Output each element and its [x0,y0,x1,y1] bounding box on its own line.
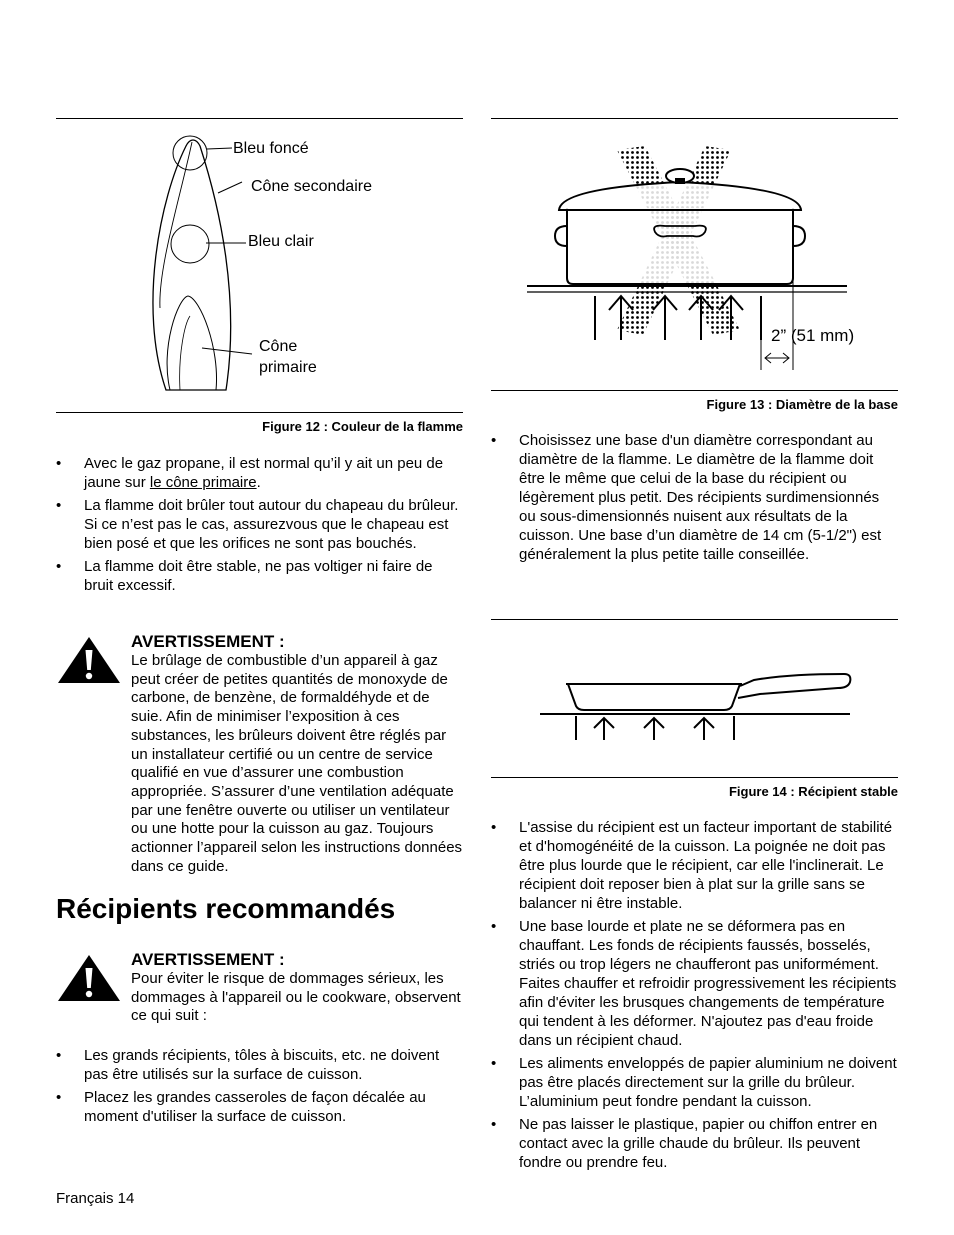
fig13-caption: Figure 13 : Diamètre de la base [706,397,898,412]
bullet-text-end: . [256,474,261,491]
fig13-top-rule [491,118,898,119]
bullet-text: Les aliments enveloppés de papier aluminium ne doivent pas être placés directement sur la grille du brûleur. L’aluminium peut fondre pendant la cuisson. [519,1055,897,1110]
list-item: • L'assise du récipient est un facteur important de stabilité et d'homogénéité de la cuisson. La poignée ne doit pas être plus lourde que le récipient, car elle l'inclinerait. Le récipient doit reposer bien à plat sur la grille sans se balancer ni être instable. [491,819,893,912]
right-bullet-list-2 [491,818,897,1176]
cone-primaire-link[interactable]: le cône primaire [149,474,257,491]
warning-1 [131,632,463,876]
list-item: • Placez les grandes casseroles de façon décalée au moment d'utiliser la surface de cuisson. [56,1089,426,1125]
warning-2-title: AVERTISSEMENT : [131,950,285,969]
warning-triangle-icon [57,636,121,684]
left-bullet-list-2 [56,1046,461,1130]
bullet-text: Les grands récipients, tôles à biscuits, etc. ne doivent pas être utilisés sur la surface de cuisson. [84,1047,440,1083]
section-title: Récipients recommandés [56,893,396,924]
fig12-top-rule [56,118,463,119]
bullet-text: Ne pas laisser le plastique, papier ou chiffon entrer en contact avec la grille chaude du brûleur. Ils peuvent fondre ou prendre feu. [519,1116,878,1171]
label-cone-primaire-2: primaire [259,359,317,376]
left-bullet-list [56,454,461,599]
warning-2-body: Pour éviter le risque de dommages sérieux, les dommages à l'appareil ou le cookware, observent ce qui suit : [131,970,461,1025]
right-bullet-list-1 [491,431,897,568]
list-item: • Les grands récipients, tôles à biscuits, etc. ne doivent pas être utilisés sur la surface de cuisson. [56,1047,440,1083]
bullet-text: L'assise du récipient est un facteur important de stabilité et d'homogénéité de la cuisson. La poignée ne doit pas être plus lourde que le récipient, car elle l'inclinerait. Le récipient doit reposer bien à plat sur la grille sans se balancer ni être instable. [519,819,893,912]
bullet-text: Placez les grandes casseroles de façon décalée au moment d'utiliser la surface de cuisson. [84,1089,426,1125]
stable-pan-diagram [538,668,854,742]
bullet-text: Avec le gaz propane, il est normal qu’il y ait un peu de jaune sur [84,455,444,491]
list-item: • Choisissez une base d'un diamètre correspondant au diamètre de la flamme. Le diamètre de la flamme doit être le même que celui de la base du récipient ou légèrement plus petit. Des récipients surdimensionnés ou sous-dimensionnés nuisent aux résultats de la cuisson. Une base d’un diamètre de 14 cm (5-1/2") est généralement la plus petite taille conseillée. [491,432,882,563]
list-item: • Les aliments enveloppés de papier aluminium ne doivent pas être placés directement sur la grille du brûleur. L’aluminium peut fondre pendant la cuisson. [491,1055,897,1110]
warning-triangle-icon [57,954,121,1002]
page-footer: Français 14 [56,1190,135,1207]
label-cone-primaire-1: Cône [259,338,298,355]
bullet-text: Une base lourde et plate ne se déformera pas en chauffant. Les fonds de récipients faussés, bosselés, striés ou trop légers ne chaufferont pas uniformément. Faites chauffer et refroidir progressivement les récipients afin d'éviter les brusques changements de température qui tendent à les déformer. N'ajoutez pas d'eau froide dans un récipient chaud. [519,918,897,1049]
fig12-bottom-rule [56,412,463,413]
label-bleu-clair: Bleu clair [248,233,314,250]
bullet-text: La flamme doit brûler tout autour du chapeau du brûleur. Si ce n’est pas le cas, assurezvous que le chapeau est bien posé et que les orifices ne sont pas bouchés. [84,497,459,552]
list-item: • Une base lourde et plate ne se déformera pas en chauffant. Les fonds de récipients faussés, bosselés, striés ou trop légers ne chaufferont pas uniformément. Faites chauffer et refroidir progressivement les récipients afin d'éviter les brusques changements de température qui tendent à les déformer. N'ajoutez pas d'eau froide dans un récipient chaud. [491,918,897,1049]
warning-1-body: Le brûlage de combustible d’un appareil à gaz peut créer de petites quantités de monoxyde de carbone, de benzène, de formaldéhyde et de suie. Afin de minimiser l’exposition à ces substances, les brûleurs doivent être réglés par un installateur certifié ou un centre de service qualifié en vue d’assurer une combustion appropriée. S’assurer d’une ventilation adéquate par une fenêtre ouverte ou utiliser un ventilateur ou une hotte pour la cuisson au gaz. Toujours actionner l’appareil selon les instructions données dans ce guide. [131,652,463,875]
bullet-text: La flamme doit être stable, ne pas voltiger ni faire de bruit excessif. [84,558,433,594]
fig12-caption: Figure 12 : Couleur de la flamme [262,419,463,434]
fig14-top-rule [491,619,898,620]
measure-label: 2” (51 mm) [771,326,855,345]
label-cone-secondaire: Cône secondaire [251,178,372,195]
list-item: • Avec le gaz propane, il est normal qu’il y ait un peu de jaune sur le cône primaire. [56,455,444,491]
flame-callout-lines [190,140,265,365]
fig14-caption: Figure 14 : Récipient stable [728,784,898,799]
fig13-bottom-rule [491,390,898,391]
fig14-bottom-rule [491,777,898,778]
label-bleu-fonce: Bleu foncé [233,140,309,157]
warning-1-title: AVERTISSEMENT : [131,632,285,651]
list-item: • La flamme doit être stable, ne pas voltiger ni faire de bruit excessif. [56,558,433,594]
warning-2 [131,950,463,1026]
list-item: • La flamme doit brûler tout autour du chapeau du brûleur. Si ce n’est pas le cas, assurezvous que le chapeau est bien posé et que les orifices ne sont pas bouchés. [56,497,459,552]
list-item: • Ne pas laisser le plastique, papier ou chiffon entrer en contact avec la grille chaude du brûleur. Ils peuvent fondre ou prendre feu. [491,1116,878,1171]
bullet-text: Choisissez une base d'un diamètre correspondant au diamètre de la flamme. Le diamètre de la flamme doit être le même que celui de la base du récipient ou légèrement plus petit. Des récipients surdimensionnés ou sous-dimensionnés nuisent aux résultats de la cuisson. Une base d’un diamètre de 14 cm (5-1/2") est généralement la plus petite taille conseillée. [519,432,882,563]
